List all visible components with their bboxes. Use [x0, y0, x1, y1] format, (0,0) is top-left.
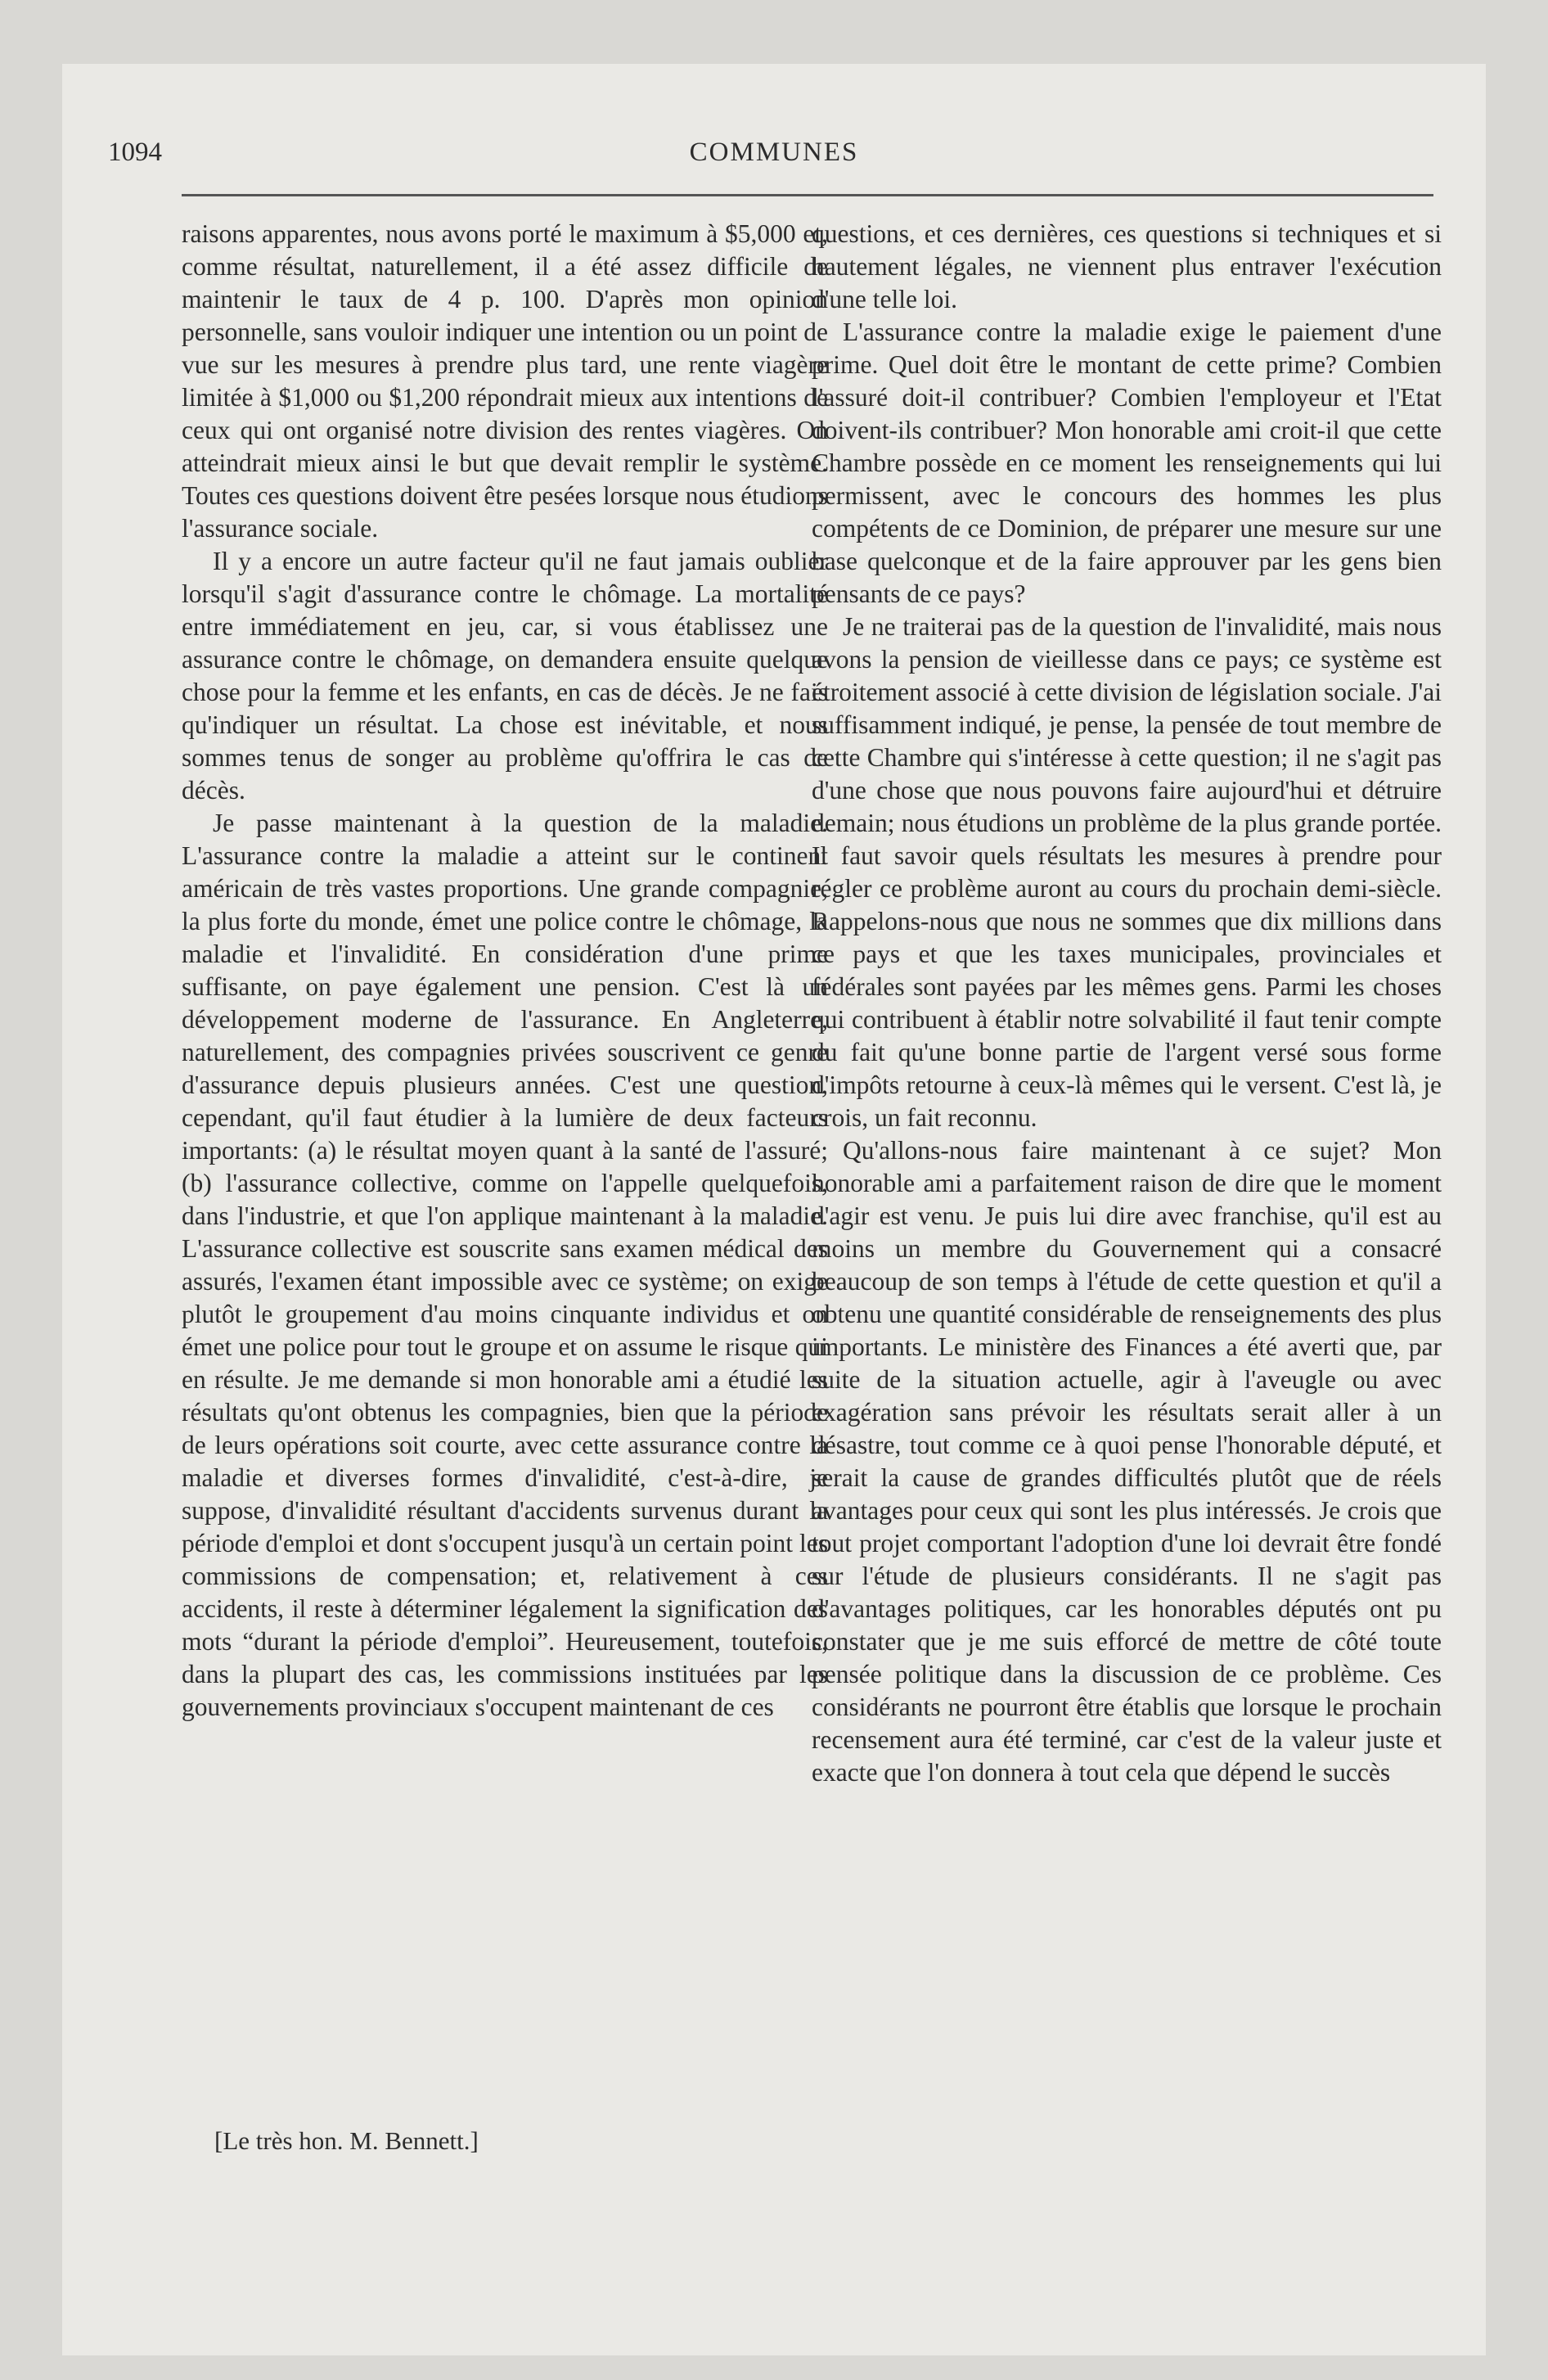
left-column: [182, 218, 828, 1724]
running-head-title: COMMUNES: [689, 137, 859, 167]
paragraph: Je ne traiterai pas de la question de l'invalidité, mais nous avons la pension de vieillesse dans ce pays; ce système est étroitement associé à cette division de législation sociale. J'ai suffisamment indiqué, je pense, la pensée de tout membre de cette Chambre qui s'intéresse à cette question; il ne s'agit pas d'une chose que nous pouvons faire aujourd'hui et détruire demain; nous étudions un problème de la plus grande portée. Il faut savoir quels résultats les mesures à prendre pour régler ce problème auront au cours du prochain demi-siècle. Rappelons-nous que nous ne sommes que dix millions dans ce pays et que les taxes municipales, provinciales et fédérales sont payées par les mêmes gens. Parmi les choses qui contribuent à établir notre solvabilité il faut tenir compte du fait qu'une bonne partie de l'argent versé sous forme d'impôts retourne à ceux-là mêmes qui le versent. C'est là, je crois, un fait reconnu.: [812, 612, 1442, 1132]
paragraph: Il y a encore un autre facteur qu'il ne faut jamais oublier lorsqu'il s'agit d'assurance contre le chômage. La mortalité entre immédiatement en jeu, car, si vous établissez une assurance contre le chômage, on demandera ensuite quelque chose pour la femme et les enfants, en cas de décès. Je ne fais qu'indiquer un résultat. La chose est inévitable, et nous sommes tenus de songer au problème qu'offrira le cas de décès.: [182, 547, 828, 805]
paragraph: raisons apparentes, nous avons porté le maximum à $5,000 et, comme résultat, naturellement, il a été assez difficile de maintenir le taux de 4 p. 100. D'après mon opinion personnelle, sans vouloir indiquer une intention ou un point de vue sur les mesures à prendre plus tard, une rente viagère limitée à $1,000 ou $1,200 répondrait mieux aux intentions de ceux qui ont organisé notre division des rentes viagères. On atteindrait mieux ainsi le but que devait remplir le système. Toutes ces questions doivent être pesées lorsque nous étudions l'assurance sociale.: [182, 219, 828, 543]
right-column: [812, 218, 1442, 1789]
paragraph: L'assurance contre la maladie exige le paiement d'une prime. Quel doit être le montant de cette prime? Combien l'assuré doit-il contribuer? Combien l'employeur et l'Etat doivent-ils contribuer? Mon honorable ami croit-il que cette Chambre possède en ce moment les renseignements qui lui permissent, avec le concours des hommes les plus compétents de ce Dominion, de préparer une mesure sur une base quelconque et de la faire approuver par les gens bien pensants de ce pays?: [812, 318, 1442, 608]
paragraph: questions, et ces dernières, ces questions si techniques et si hautement légales, ne viennent plus entraver l'exécution d'une telle loi.: [812, 219, 1442, 313]
paragraph: Je passe maintenant à la question de la maladie. L'assurance contre la maladie a atteint sur le continent américain de très vastes proportions. Une grande compagnie, la plus forte du monde, émet une police contre le chômage, la maladie et l'invalidité. En considération d'une prime suffisante, on paye également une pension. C'est là un développement moderne de l'assurance. En Angleterre, naturellement, des compagnies privées souscrivent ce genre d'assurance depuis plusieurs années. C'est une question, cependant, qu'il faut étudier à la lumière de deux facteurs importants: (a) le résultat moyen quant à la santé de l'assuré; (b) l'assurance collective, comme on l'appelle quelquefois, dans l'industrie, et que l'on applique maintenant à la maladie. L'assurance collective est souscrite sans examen médical des assurés, l'examen étant impossible avec ce système; on exige plutôt le groupement d'au moins cinquante individus et on émet une police pour tout le groupe et on assume le risque qui en résulte. Je me demande si mon honorable ami a étudié les résultats qu'ont obtenus les compagnies, bien que la période de leurs opérations soit courte, avec cette assurance contre la maladie et diverses formes d'invalidité, c'est-à-dire, je suppose, d'invalidité résultant d'accidents survenus durant la période d'emploi et dont s'occupent jusqu'à un certain point les commissions de compensation; et, relativement à ces accidents, il reste à déterminer légalement la signification des mots “durant la période d'emploi”. Heureusement, toutefois, dans la plupart des cas, les commissions instituées par les gouvernements provinciaux s'occupent maintenant de ces: [182, 809, 828, 1721]
paragraph: Qu'allons-nous faire maintenant à ce sujet? Mon honorable ami a parfaitement raison de dire que le moment d'agir est venu. Je puis lui dire avec franchise, qu'il est au moins un membre du Gouvernement qui a consacré beaucoup de son temps à l'étude de cette question et qu'il a obtenu une quantité considérable de renseignements des plus importants. Le ministère des Finances a été averti que, par suite de la situation actuelle, agir à l'aveugle ou avec exagération sans prévoir les résultats serait aller à un désastre, tout comme ce à quoi pense l'honorable député, et serait la cause de grandes difficultés plutôt que de réels avantages pour ceux qui sont les plus intéressés. Je crois que tout projet comportant l'adoption d'une loi devrait être fondé sur l'étude de plusieurs considérants. Il ne s'agit pas d'avantages politiques, car les honorables députés ont pu constater que je me suis efforcé de mettre de côté toute pensée politique dans la discussion de ce problème. Ces considérants ne pourront être établis que lorsque le prochain recensement aura été terminé, car c'est de la valeur juste et exacte que l'on donnera à tout cela que dépend le succès: [812, 1136, 1442, 1787]
page-number: 1094: [108, 137, 162, 167]
header-rule: [182, 194, 1433, 196]
speaker-attribution: [Le très hon. M. Bennett.]: [214, 2126, 479, 2155]
